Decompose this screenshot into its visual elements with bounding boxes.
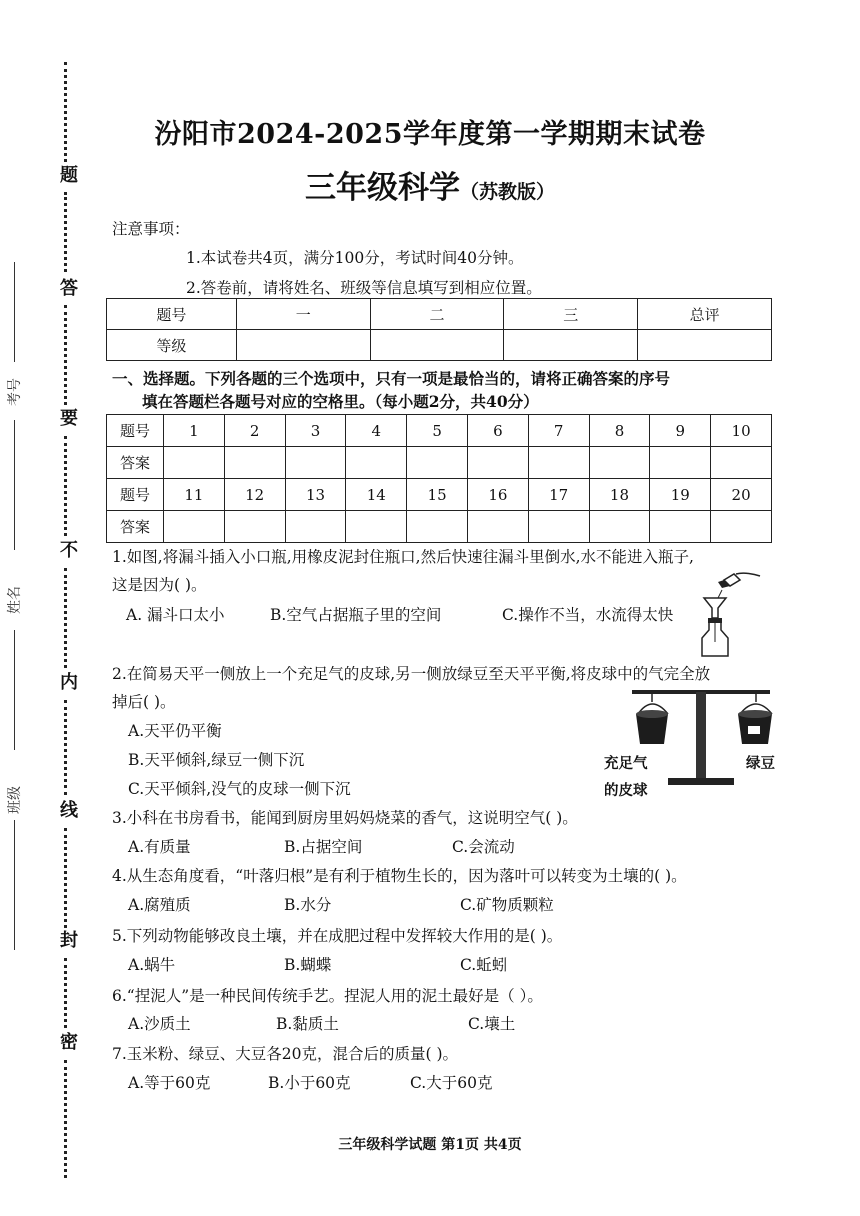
grid-num: 9 — [650, 415, 711, 447]
question-7-stem: 7.玉米粉、绿豆、大豆各20克，混合后的质量( )。 — [112, 1045, 459, 1063]
answer-cell[interactable] — [224, 511, 285, 543]
question-5-option-a[interactable]: A.蜗牛 — [128, 956, 176, 974]
answer-cell[interactable] — [164, 511, 225, 543]
score-header: 二 — [370, 299, 504, 330]
answer-cell[interactable] — [711, 511, 772, 543]
question-1-stem: 1.如图,将漏斗插入小口瓶,用橡皮泥封住瓶口,然后快速往漏斗里倒水,水不能进入瓶子, — [112, 548, 694, 566]
class-label: 班级 — [7, 786, 23, 814]
question-2-stem-cont: 掉后( )。 — [112, 693, 176, 711]
answer-cell[interactable] — [407, 511, 468, 543]
answer-cell[interactable] — [467, 447, 528, 479]
answer-grid — [106, 414, 772, 543]
question-4-option-c[interactable]: C.矿物质颗粒 — [460, 896, 554, 914]
question-5-option-c[interactable]: C.蚯蚓 — [460, 956, 508, 974]
subject-title: 三年级科学 — [304, 170, 460, 206]
answer-cell[interactable] — [346, 511, 407, 543]
grid-num: 4 — [346, 415, 407, 447]
balance-scale-figure — [610, 686, 790, 792]
question-4-stem: 4.从生态角度看，“叶落归根”是有利于植物生长的，因为落叶可以转变为土壤的( )。 — [112, 867, 687, 885]
score-cell[interactable] — [236, 330, 370, 361]
seal-char: 内 — [57, 672, 78, 690]
answer-cell[interactable] — [346, 447, 407, 479]
grid-num: 17 — [528, 479, 589, 511]
class-line[interactable] — [14, 630, 15, 750]
grid-num: 3 — [285, 415, 346, 447]
seal-char: 线 — [57, 800, 78, 818]
answer-cell[interactable] — [589, 511, 650, 543]
question-6-option-a[interactable]: A.沙质土 — [128, 1015, 191, 1033]
score-cell[interactable] — [504, 330, 638, 361]
question-1-option-c[interactable]: C.操作不当，水流得太快 — [502, 606, 674, 624]
seal-char: 答 — [57, 278, 78, 296]
question-6-option-c[interactable]: C.壤土 — [468, 1015, 516, 1033]
question-3-option-b[interactable]: B.占据空间 — [284, 838, 363, 856]
note-item: 1.本试卷共4页，满分100分，考试时间40分钟。 — [186, 249, 524, 267]
question-4-option-a[interactable]: A.腐殖质 — [128, 896, 191, 914]
grid-num: 5 — [407, 415, 468, 447]
seal-dotted-line — [64, 568, 67, 668]
exam-title: 汾阳市2024-2025学年度第一学期期末试卷 — [154, 119, 706, 150]
question-3-stem: 3.小科在书房看书，能闻到厨房里妈妈烧菜的香气，这说明空气( )。 — [112, 809, 578, 827]
question-1-stem-cont: 这是因为( )。 — [112, 576, 207, 594]
seal-char: 题 — [57, 165, 78, 183]
grid-num: 11 — [164, 479, 225, 511]
question-3-option-c[interactable]: C.会流动 — [452, 838, 515, 856]
name-line[interactable] — [14, 420, 15, 550]
answer-cell[interactable] — [528, 511, 589, 543]
section1-heading: 一、选择题。下列各题的三个选项中，只有一项是最恰当的，请将正确答案的序号 — [112, 369, 671, 388]
answer-cell[interactable] — [467, 511, 528, 543]
grid-num: 16 — [467, 479, 528, 511]
answer-cell[interactable] — [164, 447, 225, 479]
grid-num: 20 — [711, 479, 772, 511]
page-footer: 三年级科学试题 第1页 共4页 — [338, 1137, 522, 1153]
question-2-option-c[interactable]: C.天平倾斜,没气的皮球一侧下沉 — [128, 780, 351, 798]
grid-num: 2 — [224, 415, 285, 447]
answer-cell[interactable] — [528, 447, 589, 479]
score-cell[interactable] — [638, 330, 772, 361]
seal-char: 封 — [57, 930, 78, 948]
exam-subtitle — [0, 162, 860, 207]
question-1-option-b[interactable]: B.空气占据瓶子里的空间 — [270, 606, 442, 624]
grid-num: 13 — [285, 479, 346, 511]
seal-dotted-line — [64, 700, 67, 795]
answer-cell[interactable] — [650, 447, 711, 479]
seal-dotted-line — [64, 436, 67, 536]
seal-dotted-line — [64, 958, 67, 1028]
funnel-bottle-figure — [688, 568, 764, 658]
exam-number-line[interactable] — [14, 262, 15, 362]
grid-num: 12 — [224, 479, 285, 511]
seal-char: 密 — [57, 1032, 78, 1050]
question-5-stem: 5.下列动物能够改良土壤，并在成肥过程中发挥较大作用的是( )。 — [112, 927, 563, 945]
figure-label-ball-line2: 的皮球 — [604, 782, 648, 799]
question-2-option-b[interactable]: B.天平倾斜,绿豆一侧下沉 — [128, 751, 305, 769]
grid-num-label: 题号 — [107, 479, 164, 511]
grid-num-label: 题号 — [107, 415, 164, 447]
seal-char: 要 — [57, 408, 78, 426]
grid-num: 14 — [346, 479, 407, 511]
question-7-option-b[interactable]: B.小于60克 — [268, 1074, 351, 1092]
score-cell[interactable] — [370, 330, 504, 361]
exam-number-label: 考号 — [7, 378, 23, 406]
question-7-option-c[interactable]: C.大于60克 — [410, 1074, 493, 1092]
answer-cell[interactable] — [711, 447, 772, 479]
answer-cell[interactable] — [589, 447, 650, 479]
seal-char: 不 — [57, 540, 78, 558]
answer-cell[interactable] — [285, 511, 346, 543]
figure-label-beans: 绿豆 — [746, 755, 775, 772]
question-2-option-a[interactable]: A.天平仍平衡 — [128, 722, 222, 740]
answer-cell[interactable] — [224, 447, 285, 479]
edition-label: （苏教版） — [459, 181, 555, 203]
question-7-option-a[interactable]: A.等于60克 — [128, 1074, 211, 1092]
note-item: 2.答卷前，请将姓名、班级等信息填写到相应位置。 — [186, 279, 542, 297]
grid-num: 7 — [528, 415, 589, 447]
grid-num: 6 — [467, 415, 528, 447]
score-header: 三 — [504, 299, 638, 330]
question-4-option-b[interactable]: B.水分 — [284, 896, 332, 914]
section1-heading-cont: 填在答题栏各题号对应的空格里。（每小题2分，共40分） — [142, 392, 539, 411]
score-header: 一 — [236, 299, 370, 330]
seal-dotted-line — [64, 305, 67, 405]
grid-num: 19 — [650, 479, 711, 511]
score-header: 题号 — [107, 299, 237, 330]
seal-dotted-line — [64, 828, 67, 928]
question-6-option-b[interactable]: B.黏质土 — [276, 1015, 339, 1033]
name-label: 姓名 — [7, 586, 23, 614]
notes-heading: 注意事项： — [112, 220, 190, 238]
grid-num: 18 — [589, 479, 650, 511]
answer-cell[interactable] — [407, 447, 468, 479]
score-header: 总评 — [638, 299, 772, 330]
question-3-option-a[interactable]: A.有质量 — [128, 838, 191, 856]
figure-label-ball-line1: 充足气 — [604, 755, 648, 772]
question-5-option-b[interactable]: B.蝴蝶 — [284, 956, 332, 974]
seal-dotted-line — [64, 1060, 67, 1178]
grid-ans-label: 答案 — [107, 511, 164, 543]
margin-extra-line — [14, 820, 15, 950]
score-row-label: 等级 — [107, 330, 237, 361]
question-6-stem: 6.“捏泥人”是一种民间传统手艺。捏泥人用的泥土最好是（ ）。 — [112, 987, 543, 1005]
score-table — [106, 298, 772, 361]
grid-num: 1 — [164, 415, 225, 447]
grid-num: 10 — [711, 415, 772, 447]
grid-num: 8 — [589, 415, 650, 447]
question-2-stem: 2.在简易天平一侧放上一个充足气的皮球,另一侧放绿豆至天平平衡,将皮球中的气完全放 — [112, 665, 711, 683]
answer-cell[interactable] — [650, 511, 711, 543]
question-1-option-a[interactable]: A. 漏斗口太小 — [126, 606, 225, 624]
grid-num: 15 — [407, 479, 468, 511]
grid-ans-label: 答案 — [107, 447, 164, 479]
answer-cell[interactable] — [285, 447, 346, 479]
